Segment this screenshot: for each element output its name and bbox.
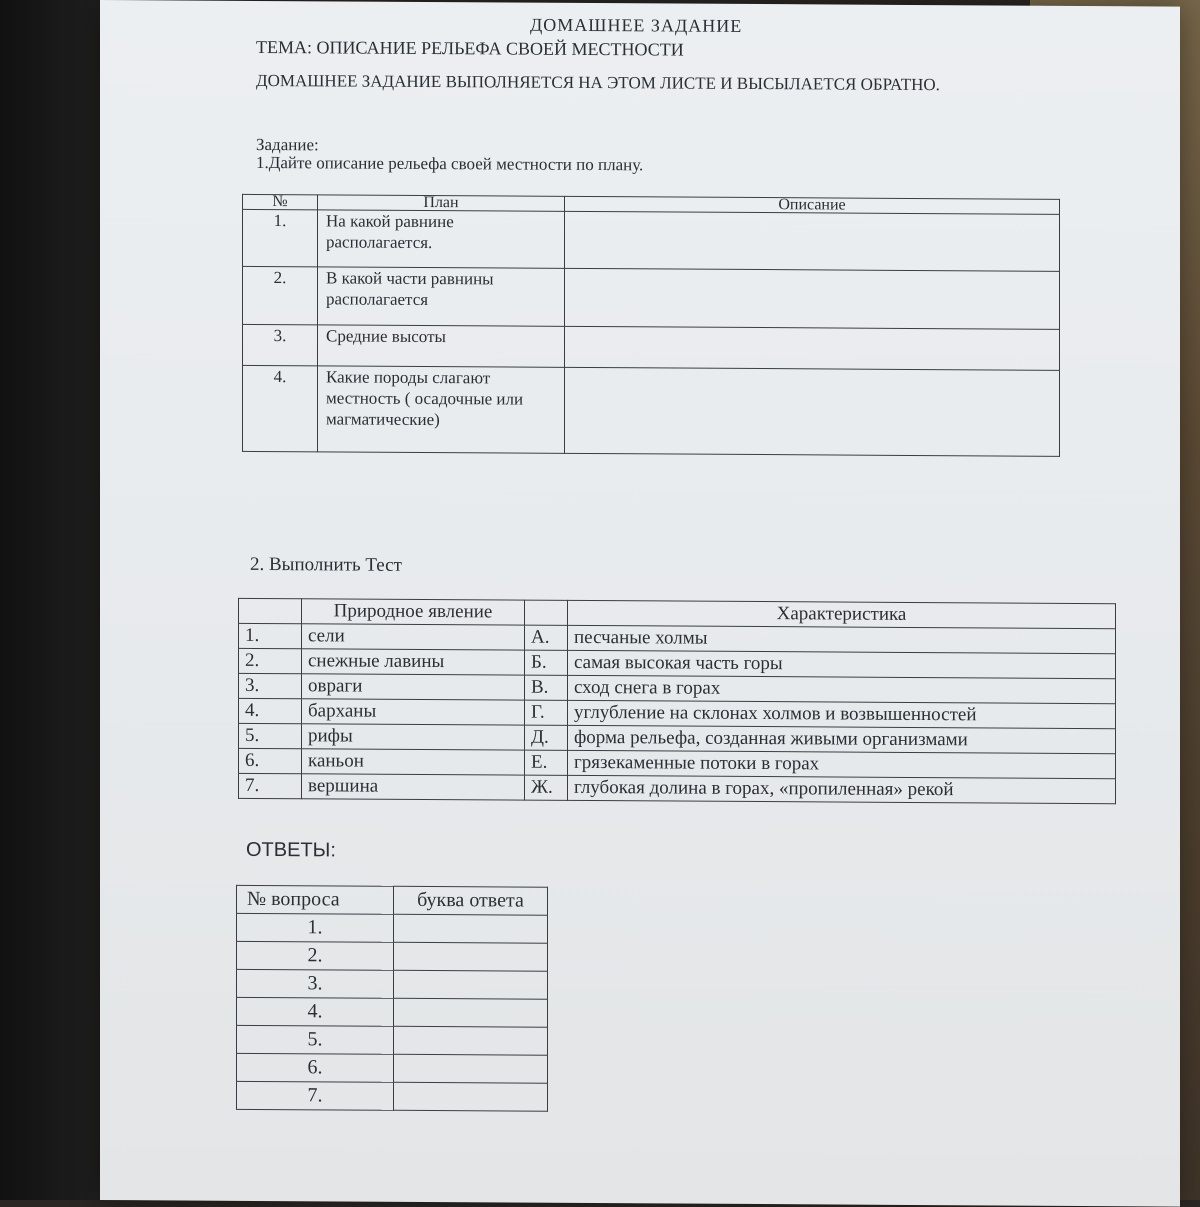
row-plan: Средние высоты xyxy=(318,325,565,368)
table-row xyxy=(237,941,548,971)
question-number: 5. xyxy=(237,1025,394,1054)
col-header-characteristic: Характеристика xyxy=(568,600,1116,628)
row-letter: А. xyxy=(525,625,568,650)
answers-table xyxy=(236,885,548,1112)
row-phenomenon: сели xyxy=(302,624,525,650)
row-num: 7. xyxy=(239,773,302,798)
notice-text: ДОМАШНЕЕ ЗАДАНИЕ ВЫПОЛНЯЕТСЯ НА ЭТОМ ЛИСТЕ И ВЫСЫЛАЕТСЯ ОБРАТНО. xyxy=(256,70,940,95)
col-header-answer-letter: буква ответа xyxy=(394,886,548,915)
row-characteristic: самая высокая часть горы xyxy=(568,650,1116,678)
col-header-num: № xyxy=(243,194,318,209)
plan-table xyxy=(242,194,1060,457)
test-table xyxy=(238,598,1116,804)
question-number: 7. xyxy=(237,1081,394,1110)
col-header-question: № вопроса xyxy=(237,885,394,914)
table-row xyxy=(237,1025,548,1055)
row-num: 2. xyxy=(239,648,302,673)
row-num: 3. xyxy=(239,673,302,698)
col-header-description: Описание xyxy=(565,196,1060,214)
col-header-phenomenon: Природное явление xyxy=(302,599,525,625)
row-characteristic: сход снега в горах xyxy=(568,675,1116,703)
table-row xyxy=(239,773,1116,803)
table-row xyxy=(237,1053,548,1083)
table-row xyxy=(243,209,1060,271)
test-title: 2. Выполнить Тест xyxy=(250,553,402,576)
row-characteristic: грязекаменные потоки в горах xyxy=(568,750,1116,778)
task-item-1: 1.Дайте описание рельефа своей местности по плану. xyxy=(256,152,644,175)
row-num: 1. xyxy=(243,209,318,266)
row-phenomenon: вершина xyxy=(302,774,525,800)
task-heading: Задание: xyxy=(256,134,319,155)
row-letter: Б. xyxy=(525,650,568,675)
row-plan: На какой равнине располагается. xyxy=(318,210,565,269)
description-cell[interactable] xyxy=(565,326,1060,370)
answers-title: ОТВЕТЫ: xyxy=(246,838,336,862)
worksheet-page xyxy=(100,0,1180,1207)
row-characteristic: песчаные холмы xyxy=(568,625,1116,653)
table-row xyxy=(237,1081,548,1111)
description-cell[interactable] xyxy=(565,211,1060,271)
row-num: 4. xyxy=(239,698,302,723)
col-header-empty xyxy=(239,598,302,623)
page-title: ДОМАШНЕЕ ЗАДАНИЕ xyxy=(530,14,743,36)
table-row xyxy=(237,997,548,1027)
table-row xyxy=(237,913,548,943)
answer-cell[interactable] xyxy=(394,970,548,999)
answer-cell[interactable] xyxy=(394,998,548,1027)
answer-cell[interactable] xyxy=(394,1054,548,1083)
row-plan: Какие породы слагают местность ( осадочные или магматические) xyxy=(318,366,565,454)
row-num: 6. xyxy=(239,748,302,773)
question-number: 4. xyxy=(237,997,394,1026)
row-num: 4. xyxy=(243,365,318,451)
table-row xyxy=(237,969,548,999)
col-header-empty xyxy=(525,600,568,625)
row-phenomenon: рифы xyxy=(302,724,525,750)
answer-cell[interactable] xyxy=(394,1082,548,1111)
row-num: 2. xyxy=(243,266,318,324)
table-row xyxy=(243,266,1060,329)
row-phenomenon: барханы xyxy=(302,699,525,725)
question-number: 6. xyxy=(237,1053,394,1082)
row-characteristic: глубокая долина в горах, «пропиленная» рекой xyxy=(568,775,1116,803)
row-letter: В. xyxy=(525,675,568,700)
table-row xyxy=(243,365,1060,456)
question-number: 2. xyxy=(237,941,394,970)
question-number: 3. xyxy=(237,969,394,998)
answers-table-header xyxy=(237,885,548,915)
row-letter: Ж. xyxy=(525,775,568,800)
col-header-plan: План xyxy=(318,195,565,212)
row-phenomenon: овраги xyxy=(302,674,525,700)
question-number: 1. xyxy=(237,913,394,942)
row-num: 1. xyxy=(239,623,302,648)
description-cell[interactable] xyxy=(565,268,1060,329)
answer-cell[interactable] xyxy=(394,1026,548,1055)
answer-cell[interactable] xyxy=(394,914,548,943)
row-num: 5. xyxy=(239,723,302,748)
row-letter: Г. xyxy=(525,700,568,725)
row-num: 3. xyxy=(243,324,318,365)
description-cell[interactable] xyxy=(565,367,1060,456)
row-letter: Д. xyxy=(525,725,568,750)
row-characteristic: форма рельефа, созданная живыми организмами xyxy=(568,725,1116,753)
row-characteristic: углубление на склонах холмов и возвышенностей xyxy=(568,700,1116,728)
topic-line: ТЕМА: ОПИСАНИЕ РЕЛЬЕФА СВОЕЙ МЕСТНОСТИ xyxy=(256,36,684,60)
row-letter: Е. xyxy=(525,750,568,775)
row-plan: В какой части равнины располагается xyxy=(318,267,565,327)
row-phenomenon: каньон xyxy=(302,749,525,775)
answer-cell[interactable] xyxy=(394,942,548,971)
table-row xyxy=(243,324,1060,370)
row-phenomenon: снежные лавины xyxy=(302,649,525,675)
